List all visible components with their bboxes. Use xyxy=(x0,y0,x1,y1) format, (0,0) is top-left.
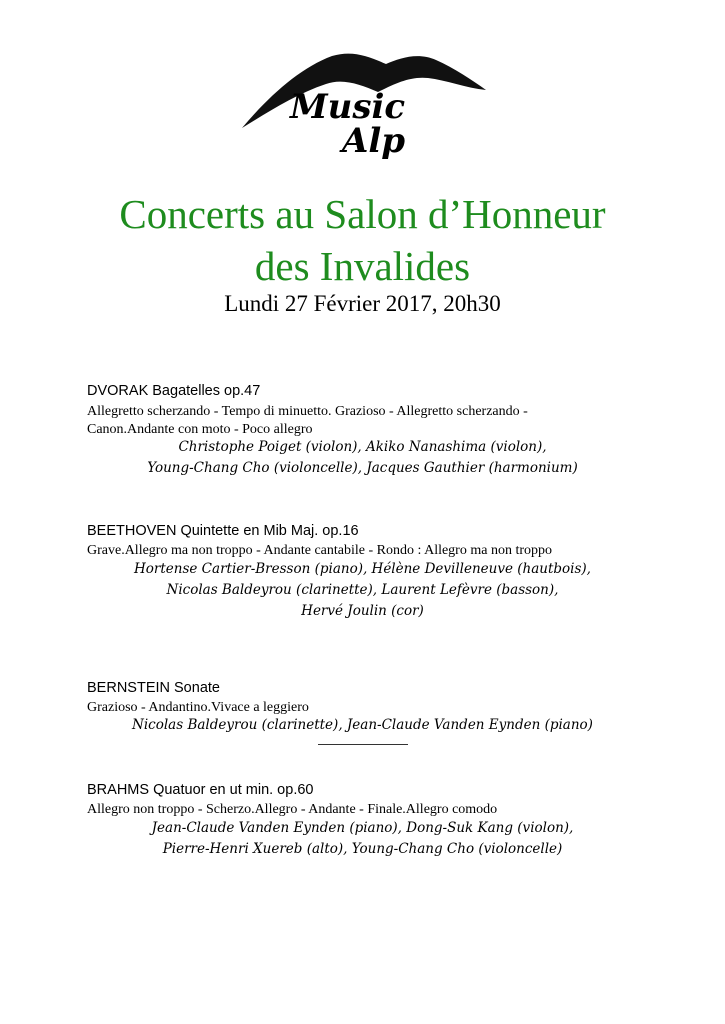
movement-line: Grave.Allegro ma non troppo - Andante cantabile - Rondo : Allegro ma non troppo xyxy=(87,543,553,558)
piece-performers xyxy=(0,715,725,736)
logo-text-alp: Alp xyxy=(342,121,406,161)
piece-movements xyxy=(87,403,647,439)
movement-line: Allegretto scherzando - Tempo di minuetto. Grazioso - Allegretto scherzando - xyxy=(87,404,528,419)
performer-line: Nicolas Baldeyrou (clarinette), Jean-Claude Vanden Eynden (piano) xyxy=(132,717,593,733)
section-separator xyxy=(318,744,408,745)
piece-movements xyxy=(87,542,647,560)
performer-line: Young-Chang Cho (violoncelle), Jacques Gauthier (harmonium) xyxy=(147,460,578,476)
page-title-line1: Concerts au Salon d’Honneur xyxy=(119,191,606,237)
concert-date: Lundi 27 Février 2017, 20h30 xyxy=(224,291,501,316)
logo-text-music: Music xyxy=(290,87,406,127)
piece-movements xyxy=(87,801,647,819)
movement-line: Grazioso - Andantino.Vivace a leggiero xyxy=(87,700,309,715)
performer-line: Hervé Joulin (cor) xyxy=(301,603,424,619)
piece-performers xyxy=(0,437,725,479)
performer-line: Jean-Claude Vanden Eynden (piano), Dong-Suk Kang (violon), xyxy=(151,820,574,836)
piece-performers xyxy=(0,559,725,622)
performer-line: Pierre-Henri Xuereb (alto), Young-Chang Cho (violoncelle) xyxy=(162,841,563,857)
performer-line: Hortense Cartier-Bresson (piano), Hélène Devilleneuve (hautbois), xyxy=(134,561,591,577)
piece-performers xyxy=(0,818,725,860)
piece-title: BRAHMS Quatuor en ut min. op.60 xyxy=(87,782,314,798)
piece-title: BEETHOVEN Quintette en Mib Maj. op.16 xyxy=(87,523,359,539)
performer-line: Christophe Poiget (violon), Akiko Nanashima (violon), xyxy=(178,439,547,455)
piece-title: BERNSTEIN Sonate xyxy=(87,680,220,696)
page-title-line2: des Invalides xyxy=(254,243,471,289)
movement-line: Canon.Andante con moto - Poco allegro xyxy=(87,422,313,437)
performer-line: Nicolas Baldeyrou (clarinette), Laurent Lefèvre (basson), xyxy=(166,582,559,598)
movement-line: Allegro non troppo - Scherzo.Allegro - Andante - Finale.Allegro comodo xyxy=(87,802,498,817)
mountain-logo-icon xyxy=(240,50,490,175)
music-alp-logo xyxy=(240,50,490,175)
piece-title: DVORAK Bagatelles op.47 xyxy=(87,383,261,399)
